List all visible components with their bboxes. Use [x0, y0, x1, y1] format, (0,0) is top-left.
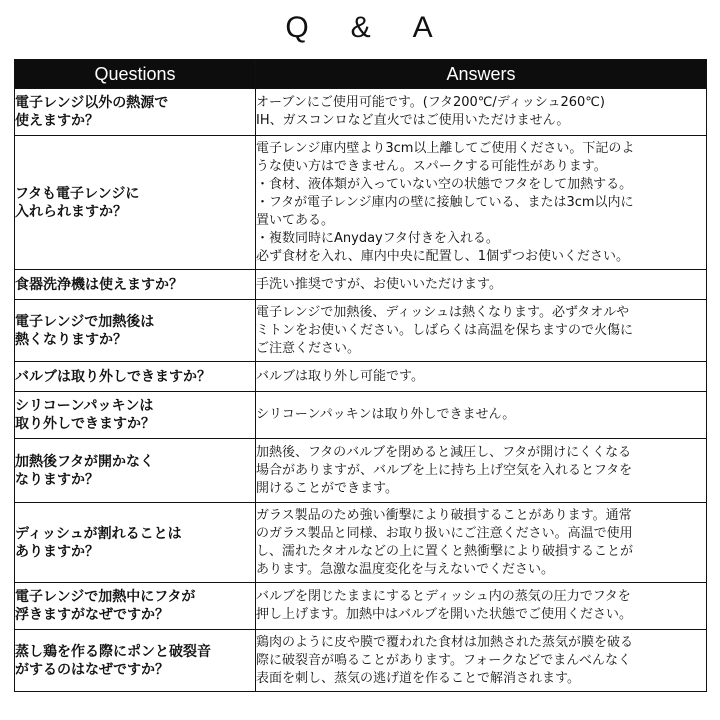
- page-title: [0, 0, 720, 56]
- table-row: [15, 89, 707, 136]
- question-line: ディッシュが割れることは: [15, 525, 182, 542]
- question-line: 蒸し鶏を作る際にポンと破裂音: [15, 643, 211, 660]
- table-row: [15, 270, 707, 300]
- question-line: 加熱後フタが開かなく: [15, 453, 155, 470]
- question-line: ありますか？: [15, 543, 99, 560]
- question-line: 熱くなりますか？: [15, 331, 127, 348]
- question-line: 電子レンジで加熱中にフタが: [15, 589, 196, 605]
- question-line: なりますか？: [15, 471, 99, 488]
- answer-line: オーブンにご使用可能です。(フタ200℃/ディッシュ260℃): [256, 95, 605, 110]
- answer-line: 開けることができます。: [256, 480, 398, 496]
- answer-cell: [256, 89, 707, 136]
- answer-cell: [256, 392, 707, 439]
- header-row: [15, 60, 707, 89]
- answer-line: のガラス製品と同様、お取り扱いにご注意ください。高温で使用: [256, 525, 633, 541]
- question-line: 取り外しできますか？: [15, 416, 155, 432]
- answer-cell: [256, 439, 707, 503]
- answer-line: ・フタが電子レンジ庫内の壁に接触している、または3cm以内に: [256, 194, 634, 210]
- table-row: [15, 136, 707, 270]
- table-row: [15, 630, 707, 692]
- answer-line: ミトンをお使いください。しばらくは高温を保ちますので火傷に: [256, 322, 634, 338]
- answer-line: あります。急激な温度変化を与えないでください。: [256, 561, 554, 577]
- answer-line: 鶏肉のように皮や膜で覆われた食材は加熱された蒸気が膜を破る: [256, 634, 634, 650]
- answer-cell: [256, 136, 707, 270]
- answer-line: うな使い方はできません。スパークする可能性があります。: [256, 158, 607, 174]
- title-q: Q: [285, 11, 311, 44]
- answer-line: バルブを閉じたままにするとディッシュ内の蒸気の圧力でフタを: [256, 589, 631, 604]
- answer-line: シリコーンパッキンは取り外しできません。: [256, 407, 516, 422]
- question-cell: [15, 630, 256, 692]
- answer-line: 場合がありますが、バルブを上に持ち上げ空気を入れるとフタを: [256, 462, 633, 478]
- table-row: [15, 439, 707, 503]
- answer-line: 際に破裂音が鳴ることがあります。フォークなどでまんべんなく: [256, 652, 632, 668]
- table-row: [15, 583, 707, 630]
- answer-line: ・食材、液体類が入っていない空の状態でフタをして加熱する。: [256, 176, 633, 192]
- answer-cell: [256, 583, 707, 630]
- question-line: 使えますか？: [15, 113, 99, 129]
- questions-header: Questions: [15, 60, 256, 89]
- table-row: [15, 392, 707, 439]
- question-cell: [15, 392, 256, 439]
- question-line: 食器洗浄機は使えますか？: [15, 276, 183, 293]
- question-cell: [15, 300, 256, 362]
- question-cell: [15, 270, 256, 300]
- question-line: がするのはなぜですか？: [15, 661, 169, 678]
- answers-header: Answers: [256, 60, 707, 89]
- answer-line: 置いてある。: [256, 212, 335, 228]
- answer-line: 必ず食材を入れ、庫内中央に配置し、1個ずつお使いください。: [256, 248, 630, 264]
- answer-line: IH、ガスコンロなど直火ではご使用いただけません。: [256, 113, 570, 128]
- question-cell: [15, 439, 256, 503]
- question-line: バルブは取り外しできますか？: [15, 368, 211, 385]
- answer-line: 電子レンジ庫内壁より3cm以上離してご使用ください。下記のよ: [256, 140, 635, 156]
- question-line: 電子レンジで加熱後は: [15, 313, 155, 330]
- answer-line: 電子レンジで加熱後、ディッシュは熱くなります。必ずタオルや: [256, 304, 630, 320]
- answer-line: 押し上げます。加熱中はバルブを開いた状態でご使用ください。: [256, 607, 632, 622]
- answer-line: 手洗い推奨ですが、お使いいただけます。: [256, 276, 502, 292]
- answer-line: ご注意ください。: [256, 340, 361, 356]
- answer-cell: [256, 270, 707, 300]
- answer-cell: [256, 300, 707, 362]
- answer-line: 表面を刺し、蒸気の逃げ道を作ることで解消されます。: [256, 670, 580, 686]
- question-cell: [15, 503, 256, 583]
- answer-line: 加熱後、フタのバルブを閉めると減圧し、フタが開けにくくなる: [256, 444, 632, 460]
- answer-line: し、濡れたタオルなどの上に置くと熱衝撃により破損することが: [256, 543, 634, 559]
- answer-cell: [256, 362, 707, 392]
- answer-cell: [256, 503, 707, 583]
- answer-line: ・複数同時にAnydayフタ付きを入れる。: [256, 230, 499, 246]
- qa-table: [14, 59, 707, 692]
- answer-line: ガラス製品のため強い衝撃により破損することがあります。通常: [256, 507, 632, 523]
- question-cell: [15, 362, 256, 392]
- question-line: シリコーンパッキンは: [15, 398, 154, 414]
- table-row: [15, 300, 707, 362]
- title-ampersand: &: [350, 11, 373, 44]
- question-line: 浮きますがなぜですか？: [15, 607, 169, 623]
- question-line: 電子レンジ以外の熱源で: [15, 95, 169, 111]
- title-a: A: [412, 11, 435, 44]
- question-cell: [15, 583, 256, 630]
- answer-cell: [256, 630, 707, 692]
- question-line: フタも電子レンジに: [15, 185, 140, 202]
- question-line: 入れられますか？: [15, 203, 127, 220]
- answer-line: バルブは取り外し可能です。: [256, 368, 424, 384]
- question-cell: [15, 136, 256, 270]
- table-row: [15, 503, 707, 583]
- table-row: [15, 362, 707, 392]
- question-cell: [15, 89, 256, 136]
